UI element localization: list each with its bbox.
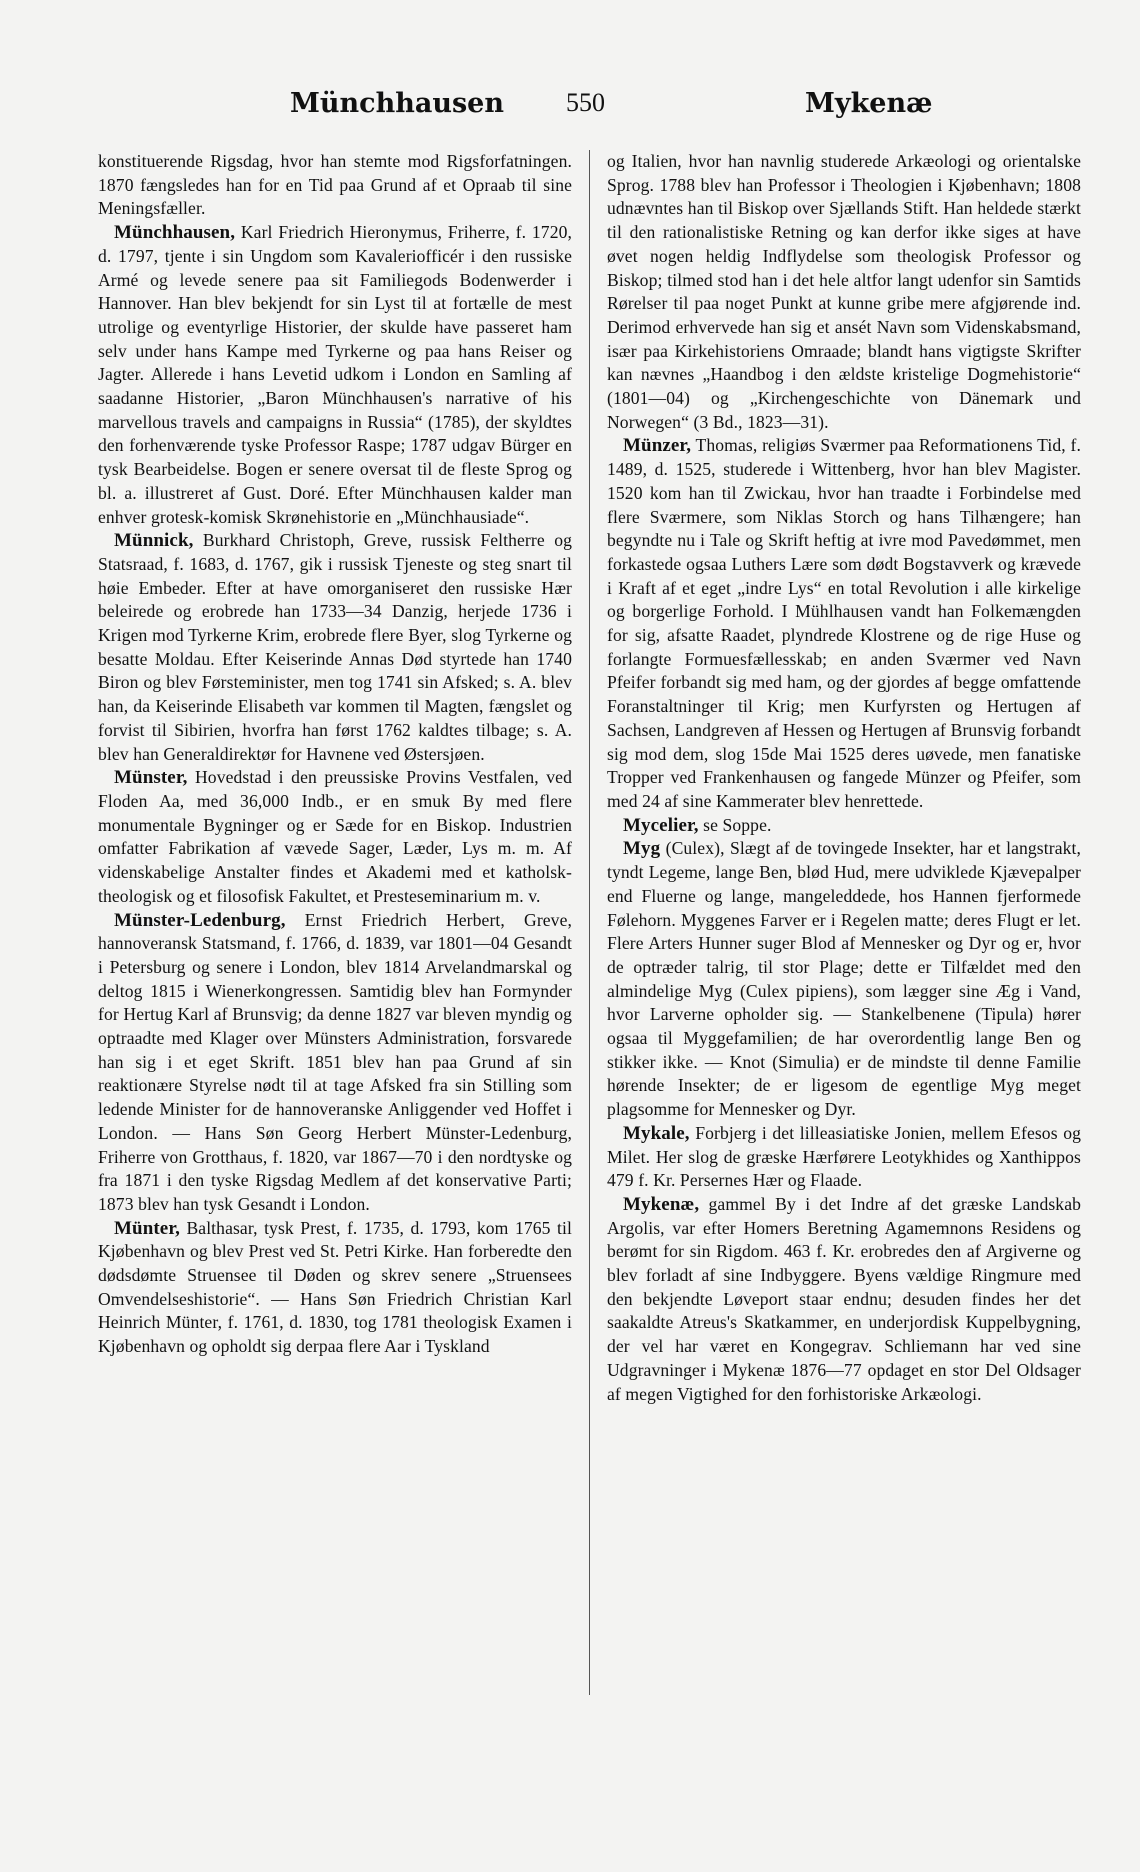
entry-continuation — [98, 150, 572, 221]
column-divider — [589, 150, 590, 1695]
entry-text: Balthasar, tysk Prest, f. 1735, d. 1793, kom 1765 til Kjøbenhavn og blev Prest ved St. Petri Kirke. Han forberedte den dødsdømte Struensee til Døden og skrev senere „Struensees Omvendelseshistorie“. — Hans Søn Friedrich Christian Karl Heinrich Münter, f. 1761, d. 1830, tog 1781 theologisk Examen i Kjøbenhavn og opholdt sig derpaa flere Aar i Tyskland — [98, 1217, 572, 1357]
entry-text: Forbjerg i det lilleasiatiske Jonien, mellem Efesos og Milet. Her slog de græske Hærførere Leotykhides og Xanthippos 479 f. Kr. Persernes Hær og Flaade. — [607, 1122, 1081, 1191]
entry-munster-ledenburg — [98, 909, 572, 1217]
entry-headword: Münster, — [114, 767, 188, 789]
entry-munter — [98, 1217, 572, 1359]
entry-munster — [98, 766, 572, 908]
entry-headword: Münster-Ledenburg, — [114, 909, 286, 931]
entry-headword: Mykale, — [623, 1122, 690, 1144]
entry-text: Hovedstad i den preussiske Provins Vestfalen, ved Floden Aa, med 36,000 Indb., er en smuk By med flere monumentale Bygninger og er Sæde for en Biskop. Industrien omfatter Fabrikation af vævede Sager, Læder, Lys m. m. Af videnskabelige Anstalter findes et Akademi med et katholsk-theologisk og et filosofisk Fakultet, et Presteseminarium m. v. — [98, 767, 572, 906]
entry-text: Thomas, religiøs Sværmer paa Reformationens Tid, f. 1489, d. 1525, studerede i Wittenberg, hvor han blev Magister. 1520 kom han til Zwickau, hvor han traadte i Forbindelse med flere Sværmere, som Niklas Storch og hans Tilhængere; han begyndte nu i Tale og Skrift heftig at ivre mod Pavedømmet, men forkastede ogsaa Luthers Lære som dødt Bogstavverk og krævede i Kraft af et eget „indre Lys“ en total Revolution i alle kirkelige og borgerlige Forhold. I Mühlhausen vandt han Folkemængden for sig, afsatte Raadet, plyndrede Klostrene og de rige Huse og forlangte Formuesfællesskab; en anden Sværmer ved Navn Pfeifer forbandt sig med ham, og der gjordes af begge omfattende Foranstaltninger til Krig; men Kurfyrsten og Hertugen af Sachsen, Landgreven af Hessen og Hertugen af Brunsvig forbandt sig mod dem, slog 15de Mai 1525 deres uøvede, men fanatiske Tropper ved Frankenhausen og fangede Münzer og Pfeifer, som med 24 af sine Kammerater blev henrettede. — [607, 435, 1081, 811]
entry-text: Karl Friedrich Hieronymus, Friherre, f. 1720, d. 1797, tjente i sin Ungdom som Kavaleriofficér i den russiske Armé og levede senere paa sit Familiegods Bodenwerder i Hannover. Han blev bekjendt for sin Lyst til at fortælle de mest utrolige og eventyrlige Historier, der skulde have passeret ham selv under hans Kampe med Tyrkerne og paa hans Reiser og Jagter. Allerede i hans Levetid udkom i London en Samling af saadanne Historier, „Baron Münchhausen's narrative of his marvellous travels and campaigns in Russia“ (1785), der skyldtes den forhenværende tyske Professor Raspe; 1787 udgav Bürger en tysk Bearbeidelse. Bogen er senere oversat til de fleste Sprog og bl. a. illustreret af Gust. Doré. Efter Münchhausen kalder man enhver grotesk-komisk Skrønehistorie en „Münchhausiade“. — [98, 222, 572, 527]
entry-headword: Münzer, — [623, 435, 692, 457]
entry-mycelier — [607, 814, 1081, 838]
entry-headword: Myg — [623, 838, 661, 860]
entry-munzer — [607, 434, 1081, 813]
entry-text: se Soppe. — [698, 814, 772, 835]
entry-headword: Münnick, — [114, 530, 194, 552]
entry-text: Burkhard Christoph, Greve, russisk Feltherre og Statsraad, f. 1683, d. 1767, gik i russisk Tjeneste og steg snart til høie Embeder. Efter at have omorganiseret den russiske Hær beleirede og erobrede han 1733—34 Danzig, herjede 1736 i Krigen mod Tyrkerne Krim, erobrede flere Byer, slog Tyrkerne og besatte Moldau. Efter Keiserinde Annas Død styrtede han 1740 Biron og blev Førsteminister, men tog 1741 sin Afsked; s. A. blev han, da Keiserinde Elisabeth var kommen til Magten, fængslet og forvist til Sibirien, hvorfra han først 1762 kaldtes tilbage; s. A. blev han Generaldirektør for Havnene ved Østersjøen. — [98, 530, 572, 764]
entry-myg — [607, 837, 1081, 1121]
entry-headword: Münter, — [114, 1217, 180, 1239]
entry-text: gammel By i det Indre af det græske Landskab Argolis, var efter Homers Beretning Agamemnons Residens og berømt for sin Rigdom. 463 f. Kr. erobredes den af Argiverne og blev forladt af sine Indbyggere. Byens vældige Ringmure med den bekjendte Løveport staar endnu; desuden findes her det saakaldte Atreus's Skatkammer, en underjordisk Kuppelbygning, der vel har været en Kongegrav. Schliemann har ved sine Udgravninger i Mykenæ 1876—77 opdaget en stor Del Oldsager af megen Vigtighed for den forhistoriske Arkæologi. — [607, 1193, 1081, 1404]
running-header — [0, 88, 1140, 128]
entry-headword: Mykenæ, — [623, 1193, 700, 1215]
right-column — [607, 150, 1081, 1406]
header-right-catchword: Mykenæ — [805, 88, 933, 119]
entry-munchhausen — [98, 221, 572, 529]
entry-munnick — [98, 529, 572, 766]
entry-continuation — [607, 150, 1081, 434]
entry-text: (Culex), Slægt af de tovingede Insekter, har et langstrakt, tyndt Legeme, lange Ben, blød Hud, mere udviklede Kjævepalper end Fluerne og lange, mangeleddede, hos Hannen fjerformede Følehorn. Myggenes Farver er i Regelen matte; deres Flugt er let. Flere Arters Hunner suger Blod af Mennesker og Dyr og er, hvor de optræder talrig, til stor Plage; dette er Tilfældet med den almindelige Myg (Culex pipiens), som lægger sine Æg i Vand, hvor Larverne opholder sig. — Stankelbenene (Tipula) hører ogsaa til Myggefamilien; de har overordentlig lange Ben og stikker ikke. — Knot (Simulia) er de mindste til denne Familie hørende Insekter; de er ligesom de egentlige Myg meget plagsomme for Mennesker og Dyr. — [607, 838, 1081, 1120]
entry-text: Ernst Friedrich Herbert, Greve, hannoveransk Statsmand, f. 1766, d. 1839, var 1801—04 Gesandt i Petersburg og senere i London, blev 1814 Arvelandmarskal og deltog 1815 i Wienerkongressen. Samtidig blev han Formynder for Hertug Karl af Brunsvig; da denne 1827 var bleven myndig og optraadte med Klager over Münsters Administration, forsvarede han sig i et eget Skrift. 1851 blev han paa Grund af sin reaktionære Styrelse nødt til at tage Afsked fra sin Stilling som ledende Minister for de hannoveranske Anliggender ved Hoffet i London. — Hans Søn Georg Herbert Münster-Ledenburg, Friherre von Grotthaus, f. 1820, var 1867—70 i den nordtyske og fra 1871 i den tyske Rigsdag Medlem af det konservative Parti; 1873 blev han tysk Gesandt i London. — [98, 909, 572, 1214]
entry-headword: Mycelier, — [623, 814, 699, 836]
page-number: 550 — [566, 88, 605, 117]
entry-text: og Italien, hvor han navnlig studerede Arkæologi og orientalske Sprog. 1788 blev han Professor i Theologien i Kjøbenhavn; 1808 udnævntes han til Biskop over Sjællands Stift. Han heldede stærkt til den rationalistiske Retning og kan derfor ikke siges at have øvet nogen heldig Indflydelse som theologisk Professor og Biskop; tilmed stod han i det hele altfor langt udenfor sin Samtids Rørelser til paa noget Punkt at kunne gribe mere afgjørende ind. Derimod erhvervede han sig et ansét Navn som Videnskabsmand, især paa Kirkehistoriens Omraade; blandt hans vigtigste Skrifter kan nævnes „Haandbog i den ældste kristelige Dogmehistorie“ (1801—04) og „Kirchengeschichte von Dänemark und Norwegen“ (3 Bd., 1823—31). — [607, 151, 1081, 432]
entry-text: konstituerende Rigsdag, hvor han stemte mod Rigsforfatningen. 1870 fængsledes han for en Tid paa Grund af et Opraab til sine Meningsfæller. — [98, 151, 572, 219]
entry-mykale — [607, 1122, 1081, 1193]
entry-mykenae — [607, 1193, 1081, 1406]
left-column — [98, 150, 572, 1359]
entry-headword: Münchhausen, — [114, 222, 236, 244]
header-left-catchword: Münchhausen — [290, 88, 504, 119]
